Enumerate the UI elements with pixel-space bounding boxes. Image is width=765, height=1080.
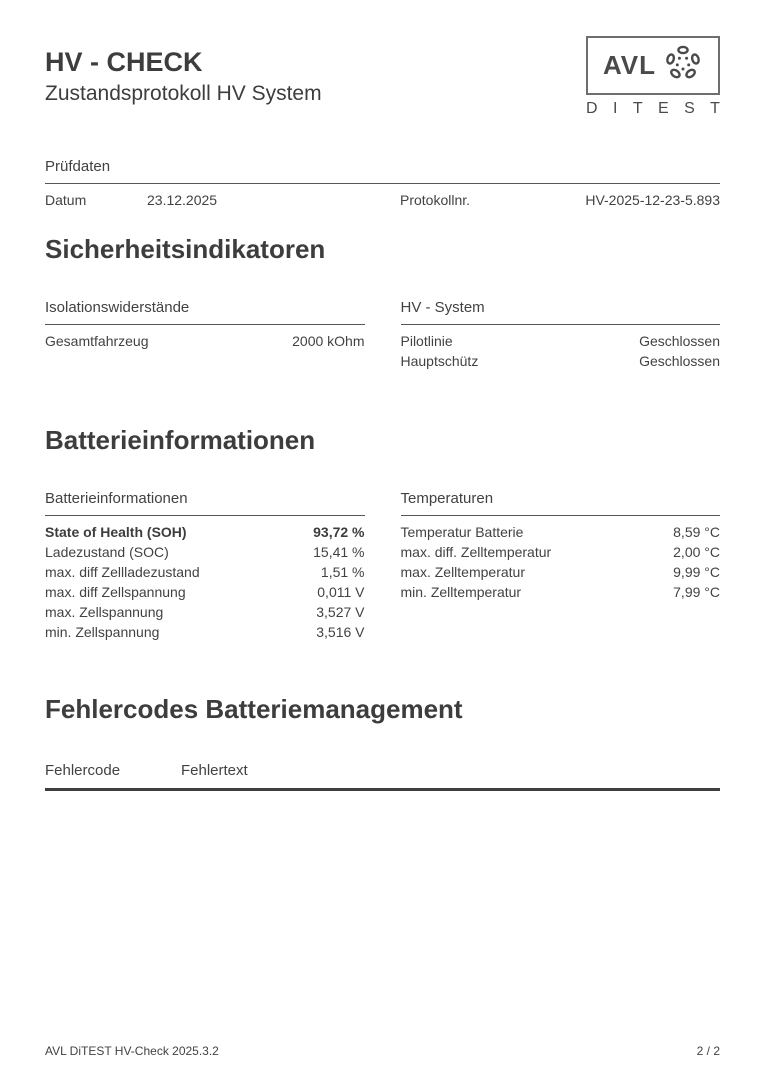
battery-table bbox=[45, 490, 365, 642]
ditest-logo-text bbox=[586, 100, 720, 118]
row-value: 2,00 °C bbox=[673, 544, 720, 561]
row-label: State of Health (SOH) bbox=[45, 524, 187, 541]
pruefdaten-row bbox=[45, 184, 720, 210]
table-row bbox=[401, 582, 721, 602]
row-value: Geschlossen bbox=[639, 353, 720, 370]
avl-ditest-logo bbox=[586, 36, 720, 118]
row-label: min. Zelltemperatur bbox=[400, 584, 522, 601]
table-row bbox=[45, 562, 365, 582]
battery-table-heading: Batterieinformationen bbox=[45, 490, 365, 516]
row-value: 0,011 V bbox=[317, 584, 365, 601]
row-label: Gesamtfahrzeug bbox=[45, 333, 149, 350]
document-title: HV - CHECK bbox=[45, 47, 203, 77]
batterieinformationen-heading: Batterieinformationen bbox=[45, 425, 316, 456]
ditest-letter: T bbox=[710, 100, 720, 117]
row-label: Pilotlinie bbox=[400, 333, 453, 350]
pruefdaten-heading: Prüfdaten bbox=[45, 158, 720, 184]
ditest-letter: E bbox=[658, 100, 669, 117]
table-row bbox=[45, 582, 365, 602]
row-label: max. Zellspannung bbox=[45, 604, 164, 621]
ditest-letter: D bbox=[586, 100, 598, 117]
footer-app-version: AVL DiTEST HV-Check 2025.3.2 bbox=[45, 1044, 219, 1058]
ditest-letter: T bbox=[632, 100, 643, 117]
fehlercodes-heading: Fehlercodes Batteriemanagement bbox=[45, 694, 463, 725]
document-header bbox=[45, 36, 720, 118]
avl-propeller-icon bbox=[663, 43, 703, 88]
fehlercode-column-header: Fehlercode bbox=[45, 761, 121, 779]
datum-value: 23.12.2025 bbox=[147, 192, 218, 208]
ditest-letter: S bbox=[684, 100, 695, 117]
temperaturen-rows bbox=[401, 522, 721, 602]
table-row bbox=[45, 331, 365, 351]
row-label: max. diff. Zelltemperatur bbox=[400, 544, 552, 561]
table-row bbox=[401, 331, 721, 351]
row-label: min. Zellspannung bbox=[45, 624, 160, 641]
row-value: 3,527 V bbox=[316, 604, 365, 621]
row-label: max. Zelltemperatur bbox=[400, 564, 525, 581]
datum-label: Datum bbox=[45, 192, 87, 208]
row-label: Hauptschütz bbox=[400, 353, 479, 370]
table-row bbox=[401, 562, 721, 582]
row-value: 3,516 V bbox=[316, 624, 365, 641]
row-value: 93,72 % bbox=[313, 524, 365, 541]
isolationswiderstaende-table bbox=[45, 299, 365, 371]
table-row bbox=[45, 602, 365, 622]
fehlertext-column-header: Fehlertext bbox=[181, 761, 248, 779]
table-row bbox=[401, 542, 721, 562]
fehlercodes-table bbox=[45, 762, 720, 791]
table-row bbox=[401, 522, 721, 542]
table-row bbox=[401, 351, 721, 371]
row-value: 15,41 % bbox=[313, 544, 365, 561]
row-label: max. diff Zellspannung bbox=[45, 584, 186, 601]
batterieinformationen-columns bbox=[45, 490, 720, 642]
page-footer bbox=[45, 1044, 720, 1058]
protokollnr-value: HV-2025-12-23-5.893 bbox=[585, 192, 720, 208]
fehlercodes-table-header bbox=[45, 762, 720, 791]
pruefdaten-section bbox=[45, 158, 720, 210]
document-subtitle: Zustandsprotokoll HV System bbox=[45, 81, 322, 105]
table-row bbox=[45, 622, 365, 642]
row-value: 2000 kOhm bbox=[292, 333, 365, 350]
table-row bbox=[45, 542, 365, 562]
row-label: max. diff Zellladezustand bbox=[45, 564, 200, 581]
battery-table-rows bbox=[45, 522, 365, 642]
avl-logo-text: AVL bbox=[602, 50, 657, 80]
hv-system-heading: HV - System bbox=[401, 299, 721, 325]
row-value: Geschlossen bbox=[639, 333, 720, 350]
temperaturen-heading: Temperaturen bbox=[401, 490, 721, 516]
isolationswiderstaende-rows bbox=[45, 331, 365, 351]
isolationswiderstaende-heading: Isolationswiderstände bbox=[45, 299, 365, 325]
table-row bbox=[45, 522, 365, 542]
sicherheitsindikatoren-columns bbox=[45, 299, 720, 371]
protokollnr-label: Protokollnr. bbox=[400, 192, 471, 208]
hv-system-rows bbox=[401, 331, 721, 371]
row-value: 8,59 °C bbox=[673, 524, 720, 541]
hv-system-table bbox=[401, 299, 721, 371]
temperaturen-table bbox=[401, 490, 721, 642]
row-value: 7,99 °C bbox=[673, 584, 720, 601]
row-label: Temperatur Batterie bbox=[400, 524, 524, 541]
title-block bbox=[45, 36, 322, 106]
ditest-letter: I bbox=[612, 100, 618, 117]
row-value: 9,99 °C bbox=[673, 564, 720, 581]
sicherheitsindikatoren-heading: Sicherheitsindikatoren bbox=[45, 234, 326, 264]
row-value: 1,51 % bbox=[320, 564, 365, 581]
avl-logo-box bbox=[586, 36, 720, 95]
footer-page-number: 2 / 2 bbox=[696, 1044, 720, 1058]
row-label: Ladezustand (SOC) bbox=[45, 544, 169, 561]
